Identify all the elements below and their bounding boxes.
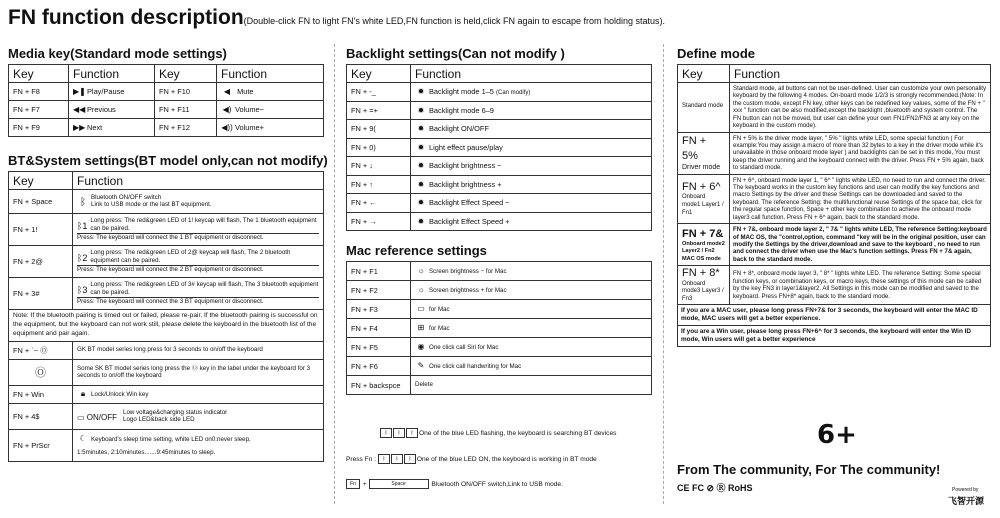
key-cell: FN + backspce xyxy=(347,376,411,395)
define-table xyxy=(677,64,991,347)
table-row xyxy=(9,359,324,385)
function-cell: ✹ Backlight Effect Speed − xyxy=(411,194,652,213)
table-row xyxy=(347,138,652,157)
function-cell: ☼ Screen brightness + for Mac xyxy=(411,281,652,300)
bluetooth-icon: ᛒ3 xyxy=(77,285,88,296)
lock-icon: 🔒︎ xyxy=(80,389,86,399)
function-cell: ⊞ for Mac xyxy=(411,319,652,338)
table-row xyxy=(347,83,652,102)
key-cell: FN + F6 xyxy=(347,357,411,376)
column-divider xyxy=(334,44,335,504)
key-cell: FN + ↓ xyxy=(347,157,411,176)
key-cell: FN + F2 xyxy=(347,281,411,300)
handwriting-icon: ✎ xyxy=(417,361,425,371)
backlight-table xyxy=(346,64,652,231)
sun-icon: ✹ xyxy=(417,179,425,189)
table-row xyxy=(9,246,324,278)
led-legend-switch: Fn + Space Bluetooth ON/OFF switch,Link to USB mode. xyxy=(346,479,563,489)
community-slogan: From The community, For The community! xyxy=(677,462,941,477)
function-cell: ᛒ Bluetooth ON/OFF switch Link to USB mode or the last BT equipment. xyxy=(73,190,324,214)
media-table xyxy=(8,64,324,137)
bluetooth-icon: ᛒ2 xyxy=(77,253,88,264)
key-cell: FN + F1 xyxy=(347,262,411,281)
table-row xyxy=(347,376,652,395)
volume-up-icon: ◀)) xyxy=(221,123,233,132)
function-cell: Some SK BT model series long press the Ⓞ key in the label under the keyboard for 3 seconds to on/off the keyboard xyxy=(73,359,324,385)
table-row xyxy=(9,278,324,310)
function-cell: ◀) Volume− xyxy=(217,101,324,119)
sun-icon: ✹ xyxy=(417,105,425,115)
previous-icon: ◀◀ xyxy=(73,105,86,114)
col-function: Function xyxy=(73,172,324,190)
function-cell: ✹ Backlight ON/OFF xyxy=(411,120,652,139)
table-row xyxy=(678,174,991,224)
bt-heading: BT&System settings(BT model only,can not modify) xyxy=(8,153,328,168)
table-row xyxy=(347,300,652,319)
col-key: Key xyxy=(155,65,217,83)
fn-key-icon: Fn xyxy=(346,479,360,489)
table-row xyxy=(9,403,324,429)
key-cell: FN + 9( xyxy=(347,120,411,139)
key-cell: FN + PrScr xyxy=(9,429,73,461)
function-cell: FN + 6^, onboard mode layer 1, " 6^ " lights white LED, no need to run and connect the driver. The keyboard works in the custom key functions and user can modify the key functions and macro Settings by the driver and these Settings can be downloaded and saved to the keyboard. The reference Setting: the multifunctional reuse Settings of the space bar, click for the regular space function, Space + other key combination to achieve the onboard mode layer3 call function. Press FN + 6^ again, back to the standard mode. xyxy=(730,174,991,224)
function-cell: FN + 7&, onboard mode layer 2, " 7& " lights white LED, The reference Setting:keyboard of MAC OS, the "control,option, command "key will be in the original position, user can modify the Settings by the driver,download and save to the keyboard , no need to run and connect the driver when use the Mac's function settings. Press FN + 7& again, back to the standard mode. xyxy=(730,224,991,266)
col-function: Function xyxy=(411,65,652,83)
table-row xyxy=(347,262,652,281)
function-cell: ᛒ2 Long press: The red&green LED of 2@ keycap will flash, The 2 bluetooth equipment can be paired. Press: The keyboard will connect the 2 BT equipment or disconnect. xyxy=(73,246,324,278)
key-cell: FN + 5% Driver mode xyxy=(678,132,730,174)
bt-note: Note: If the bluetooth pairing is timed out or failed, please re-pair. If the bluetooth pairing is successful on the equipment, but the keyboard can not work still, please delete the keyboard in the bluetooth list of the equipment and pair again. xyxy=(9,310,324,342)
mission-control-icon: ▭ xyxy=(417,304,425,314)
function-cell: ◀ Mute xyxy=(217,83,324,101)
function-cell: ᛒ1 Long press: The red&green LED of 1! keycap will flash, The 1 bluetooth equipment can be paired. Press: The keyboard will connect the 1 BT equipment or disconnect. xyxy=(73,214,324,246)
key-cell: FN + 0) xyxy=(347,138,411,157)
table-row xyxy=(347,281,652,300)
function-cell: ✹ Backlight brightness − xyxy=(411,157,652,176)
key-cell: FN + F7 xyxy=(9,101,69,119)
key-cell: FN + 4$ xyxy=(9,403,73,429)
bluetooth-icon: ᛒ xyxy=(80,197,86,208)
key-cell: FN + =+ xyxy=(347,101,411,120)
powered-by-label: Powered by xyxy=(952,487,979,493)
launchpad-icon: ⊞ xyxy=(417,323,425,333)
table-row xyxy=(9,214,324,246)
key-cell: FN + F11 xyxy=(155,101,217,119)
led-icon: ᛒ xyxy=(391,454,403,464)
function-cell: ᛒ3 Long press: The red&green LED of 3# keycap will flash, The 3 bluetooth equipment can be paired. Press: The keyboard will connect the 3 BT equipment or disconnect. xyxy=(73,278,324,310)
function-cell: ▭ ON/OFF Low voltage&charging status indicator Logo LED&back side LED xyxy=(73,403,324,429)
sun-icon: ✹ xyxy=(417,87,425,97)
key-cell: FN + → xyxy=(347,212,411,231)
sun-icon: ✹ xyxy=(417,216,425,226)
function-cell: Delete xyxy=(411,376,652,395)
col-function: Function xyxy=(730,65,991,83)
function-cell: ◀)) Volume+ xyxy=(217,119,324,137)
page-title xyxy=(8,6,665,30)
function-cell: FN + 8*, onboard mode layer 3, " 8* " lights white LED. The reference Setting: Some special function keys, or combination keys, or macro keys, these settings of this mode can be called by the key FN3 in layer1&layer2. All Settings in this mode can be modified and saved to the keyboard. Press FN+8* again, back to the standard mode. xyxy=(730,266,991,305)
led-icon: ᛒ xyxy=(378,454,390,464)
function-cell: ✹ Backlight Effect Speed + xyxy=(411,212,652,231)
led-legend-searching: ᛒ ᛒ ᛒ One of the blue LED flashing, the keyboard is searching BT devices xyxy=(380,428,616,438)
led-icon: ᛒ xyxy=(404,454,416,464)
function-cell: ✹ Backlight brightness + xyxy=(411,175,652,194)
col-key: Key xyxy=(9,65,69,83)
key-cell: FN + F4 xyxy=(347,319,411,338)
function-cell: 🔒︎ Lock/Unlock Win key xyxy=(73,385,324,403)
key-cell: FN + 8* Onboard mode3 Layer3 / Fn3 xyxy=(678,266,730,305)
brightness-icon: ☼ xyxy=(417,266,425,276)
led-icon: ᛒ xyxy=(406,428,418,438)
volume-down-icon: ◀) xyxy=(222,105,232,114)
siri-icon: ◉ xyxy=(417,342,425,352)
battery-icon: ▭ xyxy=(77,412,85,422)
table-row xyxy=(347,212,652,231)
function-cell: GK BT model series long press for 3 seconds to on/off the keyboard xyxy=(73,341,324,359)
key-cell: FN + F8 xyxy=(9,83,69,101)
function-cell: ✹ Backlight mode 6–9 xyxy=(411,101,652,120)
table-row xyxy=(347,338,652,357)
table-row xyxy=(678,132,991,174)
mac-heading: Mac reference settings xyxy=(346,243,487,258)
function-cell: ◀◀ Previous xyxy=(69,101,155,119)
moon-icon: ☾ xyxy=(79,434,87,444)
table-row xyxy=(347,175,652,194)
column-divider xyxy=(663,44,664,504)
next-icon: ▶▶ xyxy=(73,123,86,132)
play-pause-icon: ▶❚ xyxy=(73,87,86,96)
key-cell: FN + ↑ xyxy=(347,175,411,194)
key-cell: FN + 1! xyxy=(9,214,73,246)
sun-icon: ✹ xyxy=(417,161,425,171)
function-cell: ◉ One click call Siri for Mac xyxy=(411,338,652,357)
function-cell: ☼ Screen brightness − for Mac xyxy=(411,262,652,281)
backlight-heading: Backlight settings(Can not modify ) xyxy=(346,46,565,61)
function-cell: ▶❚Play/Pause xyxy=(69,83,155,101)
function-cell: ▭ for Mac xyxy=(411,300,652,319)
key-cell: FN + ← xyxy=(347,194,411,213)
table-row xyxy=(347,194,652,213)
title-sub: (Double-click FN to light FN's white LED,FN function is held,click FN again to escape from holding status). xyxy=(243,16,666,26)
function-cell: ☾ Keyboard's sleep time setting, white LED on0:never sleep, 1:5minutes, 2:10minutes.......9:45minutes to sleep. xyxy=(73,429,324,461)
function-cell: ✎ One click call handwriting for Mac xyxy=(411,357,652,376)
certification-marks: CE FC ⊘ Ⓡ RoHS xyxy=(677,483,753,493)
powered-by-brand: 飞智开源 xyxy=(948,496,985,506)
table-row xyxy=(347,101,652,120)
table-row xyxy=(678,224,991,266)
sun-icon: ✹ xyxy=(417,198,425,208)
table-row xyxy=(347,357,652,376)
table-row xyxy=(9,385,324,403)
led-icon: ᛒ xyxy=(380,428,392,438)
table-row xyxy=(678,83,991,133)
brightness-icon: ☼ xyxy=(417,285,425,295)
sun-icon: ✹ xyxy=(417,124,425,134)
table-row xyxy=(9,429,324,461)
table-row xyxy=(678,266,991,305)
key-cell: FN + Win xyxy=(9,385,73,403)
power-icon: Ⓞ xyxy=(9,359,73,385)
sun-icon: ✹ xyxy=(417,142,425,152)
key-cell: FN + -_ xyxy=(347,83,411,102)
bluetooth-icon: ᛒ1 xyxy=(77,221,88,232)
key-cell: FN + F3 xyxy=(347,300,411,319)
table-row xyxy=(9,119,324,137)
led-icon: ᛒ xyxy=(393,428,405,438)
table-row xyxy=(347,157,652,176)
col-key: Key xyxy=(347,65,411,83)
key-cell: FN + Space xyxy=(9,190,73,214)
speaker-icon: ◀ xyxy=(223,87,231,96)
title-main: FN function description xyxy=(8,6,244,29)
key-cell: FN + 7& Onboard mode2 Layer2 / Fn2 MAC OS mode xyxy=(678,224,730,266)
col-function: Function xyxy=(217,65,324,83)
col-key: Key xyxy=(9,172,73,190)
key-cell: FN + F12 xyxy=(155,119,217,137)
col-key: Key xyxy=(678,65,730,83)
mac-table xyxy=(346,261,652,395)
table-row xyxy=(347,319,652,338)
key-cell: FN + F10 xyxy=(155,83,217,101)
function-cell: FN + 5% is the driver mode layer, " 5% " lights white LED, some special function ( For example:You may assign a macro of more than 32 bytes to a key in the driver mode while it's unavailable in those onboard mode layer ) and backlights can be set in this mode, You must keep the driver running and the keyboard connect with the driver. Press FN + 5% again, back to standard mode. xyxy=(730,132,991,174)
key-cell: FN + `~ Ⓞ xyxy=(9,341,73,359)
function-cell: ▶▶ Next xyxy=(69,119,155,137)
function-cell: Standard mode, all buttons can not be user-defined. User can customize your own personality keyboard by the following 4 modes. On-board mode 1/2/3 is strongly recommended.(Note: In the custom mode, except FN key, other keys can be redefined key values, some of the FN + " xxx " function can be also modified,except the backlight ,bluetooth and system control. The FN button can not be moved, but user can define your own FN1/FN2/FN3 at any key on the keyboard in the custom mode). xyxy=(730,83,991,133)
win-user-note: If you are a Win user, please long press FN+6^ for 3 seconds, the keyboard will enter the Win ID mode, Win users will get a better experience xyxy=(678,325,991,346)
table-row xyxy=(9,190,324,214)
define-heading: Define mode xyxy=(677,46,756,61)
key-cell: FN + F5 xyxy=(347,338,411,357)
table-row xyxy=(9,83,324,101)
led-legend-working: Press Fn : ᛒ ᛒ ᛒ One of the blue LED ON, the keyboard is working in BT mode xyxy=(346,455,597,463)
key-cell: FN + F9 xyxy=(9,119,69,137)
col-function: Function xyxy=(69,65,155,83)
function-cell: ✹ Light effect pause/play xyxy=(411,138,652,157)
key-cell: FN + 2@ xyxy=(9,246,73,278)
table-row xyxy=(347,120,652,139)
space-key-icon: Space xyxy=(369,479,429,489)
brand-logo: 6+ xyxy=(817,420,857,450)
mac-user-note: If you are a MAC user, please long press FN+7& for 3 seconds, the keyboard will enter the MAC ID mode, MAC users will get a better experience. xyxy=(678,304,991,325)
key-cell: FN + 6^ Onboard mode1 Layer1 / Fn1 xyxy=(678,174,730,224)
key-cell: FN + 3# xyxy=(9,278,73,310)
bt-table xyxy=(8,171,324,462)
media-heading: Media key(Standard mode settings) xyxy=(8,46,227,61)
function-cell: ✹ Backlight mode 1–5 (Can modify) xyxy=(411,83,652,102)
key-cell: Standard mode xyxy=(678,83,730,133)
table-row xyxy=(9,341,324,359)
table-row xyxy=(9,101,324,119)
